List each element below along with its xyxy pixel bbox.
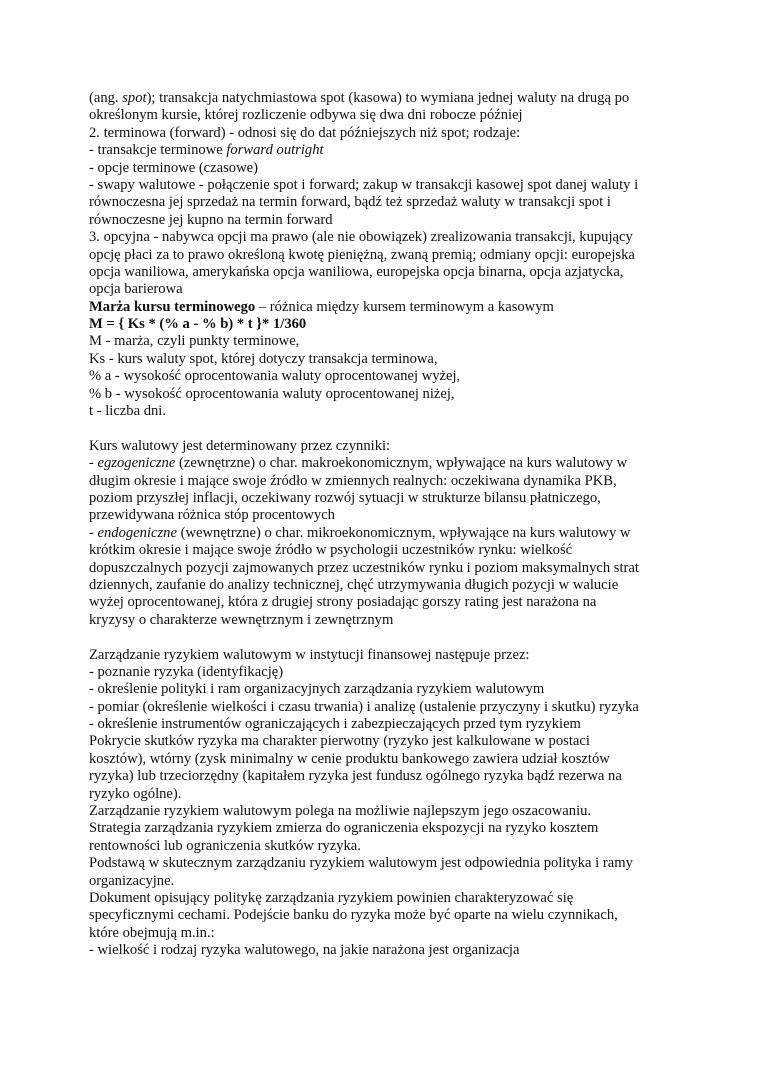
text-line xyxy=(89,577,679,594)
text-segment: - pomiar (określenie wielkości i czasu trwania) i analizę (ustalenie przyczyny i skutku) ryzyka xyxy=(89,698,639,715)
text-line xyxy=(89,229,679,246)
text-line xyxy=(89,281,679,298)
text-segment: - poznanie ryzyka (identyfikację) xyxy=(89,663,284,680)
text-segment: równoczesna jej sprzedaż na termin forward, bądź też sprzedaż waluty w transakcji spot i xyxy=(89,194,611,211)
text-segment: opcja waniliowa, amerykańska opcja waniliowa, europejska opcja binarna, opcja azjatycka, xyxy=(89,263,624,280)
text-line xyxy=(89,699,679,716)
text-segment: kosztów), wtórny (zysk minimalny w cenie produktu bankowego zawiera udział kosztów xyxy=(89,750,610,767)
text-line xyxy=(89,194,679,211)
text-segment: - transakcje terminowe xyxy=(89,142,227,159)
text-line xyxy=(89,90,679,107)
text-segment: dopuszczalnych pozycji zajmowanych przez uczestników rynku i poziom maksymalnych strat xyxy=(89,559,639,576)
text-segment: - opcje terminowe (czasowe) xyxy=(89,159,258,176)
text-line xyxy=(89,473,679,490)
italic-text: egzogeniczne xyxy=(97,455,176,472)
text-line xyxy=(89,403,679,420)
text-segment: opcja barierowa xyxy=(89,281,183,298)
text-segment: rentowności lub ograniczenia skutków ryzyka. xyxy=(89,837,361,854)
text-segment: - określenie polityki i ram organizacyjnych zarządzania ryzykiem walutowym xyxy=(89,681,545,698)
text-segment: ryzyko ogólne). xyxy=(89,785,182,802)
text-segment: (wewnętrzne) o char. mikroekonomicznym, wpływające na kurs walutowy w xyxy=(176,524,631,541)
text-segment: t - liczba dni. xyxy=(89,403,166,420)
text-line xyxy=(89,247,679,264)
text-line xyxy=(89,507,679,524)
text-segment: kryzysy o charakterze wewnętrznym i zewnętrznym xyxy=(89,611,394,628)
text-line xyxy=(89,838,679,855)
text-segment: Zarządzanie ryzykiem walutowym polega na możliwie najlepszym jego oszacowaniu. xyxy=(89,803,592,820)
text-line xyxy=(89,716,679,733)
text-line xyxy=(89,751,679,768)
text-segment: - określenie instrumentów ograniczających i zabezpieczających przed tym ryzykiem xyxy=(89,716,581,733)
text-line xyxy=(89,612,679,629)
text-segment: przewidywana różnica stóp procentowych xyxy=(89,507,335,524)
text-line xyxy=(89,594,679,611)
text-line xyxy=(89,212,679,229)
text-segment: Pokrycie skutków ryzyka ma charakter pierwotny (ryzyko jest kalkulowane w postaci xyxy=(89,733,590,750)
blank-line xyxy=(89,629,679,646)
italic-text: spot xyxy=(122,90,147,106)
text-line xyxy=(89,681,679,698)
text-segment: które obejmują m.in.: xyxy=(89,924,215,941)
text-line xyxy=(89,455,679,472)
text-line xyxy=(89,873,679,890)
text-segment: specyficznymi cechami. Podejście banku do ryzyka może być oparte na wielu czynnikach, xyxy=(89,907,618,924)
italic-text: endogeniczne xyxy=(97,524,177,541)
text-segment: Kurs walutowy jest determinowany przez czynniki: xyxy=(89,437,391,454)
text-line xyxy=(89,820,679,837)
text-segment: 2. terminowa (forward) - odnosi się do dat późniejszych niż spot; rodzaje: xyxy=(89,124,521,141)
text-line xyxy=(89,803,679,820)
text-line xyxy=(89,299,679,316)
text-line xyxy=(89,925,679,942)
text-line xyxy=(89,142,679,159)
text-line xyxy=(89,855,679,872)
text-line xyxy=(89,333,679,350)
text-line xyxy=(89,733,679,750)
text-line xyxy=(89,160,679,177)
text-segment: Zarządzanie ryzykiem walutowym w instytucji finansowej następuje przez: xyxy=(89,646,530,663)
text-line xyxy=(89,316,679,333)
italic-text: forward outright xyxy=(226,142,324,159)
text-line xyxy=(89,490,679,507)
text-segment: Podstawą w skutecznym zarządzaniu ryzykiem walutowym jest odpowiednia polityka i ramy xyxy=(89,855,633,872)
text-segment: % a - wysokość oprocentowania waluty oprocentowanej wyżej, xyxy=(89,368,461,385)
text-segment: długim okresie i mające swoje źródło w zmiennych realnych: oczekiwana dynamika PKB, xyxy=(89,472,617,489)
text-segment: krótkim okresie i mające swoje źródło w psychologii uczestników rynku: wielkość xyxy=(89,542,573,559)
text-segment: organizacyjne. xyxy=(89,872,175,889)
text-line xyxy=(89,890,679,907)
text-segment: określonym kursie, której rozliczenie odbywa się dwa dni robocze później xyxy=(89,107,523,124)
text-line xyxy=(89,177,679,194)
text-segment: dziennych, zaufanie do analizy technicznej, chęć utrzymywania długich pozycji w walucie xyxy=(89,576,619,593)
text-line xyxy=(89,525,679,542)
text-segment: równoczesne jej kupno na termin forward xyxy=(89,211,333,228)
text-line xyxy=(89,786,679,803)
text-segment: ); transakcja natychmiastowa spot (kasowa) to wymiana jednej waluty na drugą po xyxy=(146,90,630,106)
text-segment: % b - wysokość oprocentowania waluty oprocentowanej niżej, xyxy=(89,385,455,402)
text-line xyxy=(89,768,679,785)
text-line xyxy=(89,125,679,142)
text-segment: – różnica między kursem terminowym a kasowym xyxy=(255,298,554,315)
text-segment: - swapy walutowe - połączenie spot i forward; zakup w transakcji kasowej spot danej waluty i xyxy=(89,176,639,193)
text-segment: - wielkość i rodzaj ryzyka walutowego, na jakie narażona jest organizacja xyxy=(89,942,520,959)
document-page xyxy=(89,90,679,960)
text-line xyxy=(89,107,679,124)
text-segment: (ang. xyxy=(89,90,123,106)
text-line xyxy=(89,438,679,455)
text-line xyxy=(89,647,679,664)
text-segment: - xyxy=(89,455,98,472)
text-segment: Ks - kurs waluty spot, której dotyczy transakcja terminowa, xyxy=(89,350,438,367)
bold-text: Marża kursu terminowego xyxy=(89,298,256,315)
text-line xyxy=(89,664,679,681)
text-segment: opcję płaci za to prawo określoną kwotę pieniężną, zwaną premią; odmiany opcji: europejska xyxy=(89,246,635,263)
text-line xyxy=(89,942,679,959)
text-line xyxy=(89,542,679,559)
text-segment: 3. opcyjna - nabywca opcji ma prawo (ale nie obowiązek) zrealizowania transakcji, kupujący xyxy=(89,229,633,246)
text-line xyxy=(89,560,679,577)
text-line xyxy=(89,351,679,368)
text-segment: M - marża, czyli punkty terminowe, xyxy=(89,333,300,350)
bold-text: M = { Ks * (% a - % b) * t }* 1/360 xyxy=(89,316,307,333)
text-line xyxy=(89,368,679,385)
text-segment: wyżej oprocentowanej, która z drugiej strony posiadając gorszy rating jest narażona na xyxy=(89,594,597,611)
text-line xyxy=(89,386,679,403)
text-segment: Strategia zarządzania ryzykiem zmierza do ograniczenia ekspozycji na ryzyko kosztem xyxy=(89,820,599,837)
text-segment: (zewnętrzne) o char. makroekonomicznym, wpływające na kurs walutowy w xyxy=(175,455,628,472)
blank-line xyxy=(89,420,679,437)
text-segment: - xyxy=(89,524,98,541)
text-segment: ryzyka) lub trzeciorzędny (kapitałem ryzyka jest fundusz ogólnego ryzyka bądź rezerwa na xyxy=(89,768,622,785)
text-segment: poziom przyszłej inflacji, oczekiwany rozwój sytuacji w strukturze bilansu płatniczego, xyxy=(89,489,601,506)
text-line xyxy=(89,907,679,924)
text-segment: Dokument opisujący politykę zarządzania ryzykiem powinien charakteryzować się xyxy=(89,889,574,906)
text-line xyxy=(89,264,679,281)
